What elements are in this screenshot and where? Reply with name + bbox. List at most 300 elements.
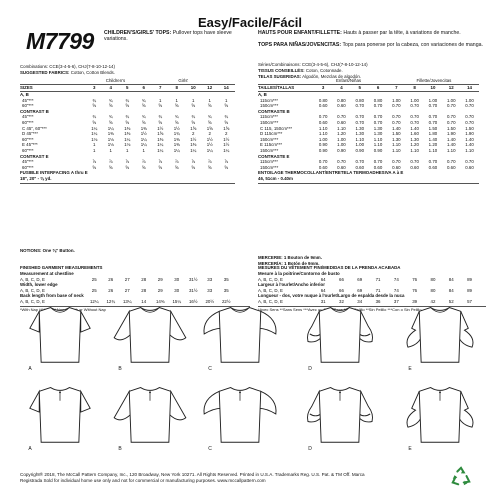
- measurement-label: A, B, C, D, E: [258, 299, 283, 304]
- recycle-icon: [450, 466, 472, 488]
- row-label: 60"***: [22, 120, 34, 125]
- table-cell: 1⅜: [173, 142, 180, 148]
- rule-line: [258, 183, 479, 184]
- garment-front-a: [20, 300, 100, 366]
- size-7: 7: [159, 85, 162, 90]
- size-6: 6: [142, 85, 145, 90]
- table-cell: 1⅜: [173, 136, 180, 142]
- measurement-value: 76: [412, 287, 418, 293]
- table-cell: ⅝: [92, 103, 97, 109]
- size-group-children: Children's: [105, 78, 126, 83]
- measurement-value: 26: [108, 276, 114, 282]
- table-cell: ⅝: [92, 120, 97, 125]
- table-cell: 0.70: [465, 159, 474, 165]
- top-illustration: [300, 380, 380, 446]
- measurement-value: 31½: [188, 276, 198, 282]
- table-cell: 1¼: [206, 148, 213, 153]
- row-label: 115cm***: [260, 159, 278, 165]
- measurement-value: 80: [430, 276, 436, 282]
- pattern-number: M7799: [26, 28, 94, 54]
- measurement-value: 34: [357, 299, 363, 304]
- measurement-value: 14⅜: [155, 299, 165, 304]
- top-illustration: [20, 300, 100, 366]
- table-cell: 1⅛: [107, 142, 114, 148]
- top-illustration: [200, 300, 280, 366]
- table-cell: 0.80: [337, 97, 346, 103]
- table-cell: 0.70: [428, 103, 438, 109]
- row-label: A, B: [258, 92, 267, 97]
- row-label: 60"***: [22, 164, 34, 170]
- table-cell: 1⅜: [107, 131, 114, 137]
- measurement-value: 39: [412, 299, 418, 304]
- table-cell: 1.00: [410, 97, 419, 103]
- table-cell: 0.70: [318, 114, 328, 120]
- table-cell: ¾: [158, 114, 163, 120]
- sizes-label: SIZES: [20, 85, 33, 90]
- table-cell: ⅝: [191, 120, 196, 125]
- row-label: 115cm***: [260, 114, 278, 120]
- garment-back-b: [110, 380, 190, 446]
- size-7: 7: [395, 85, 398, 90]
- view-label: A: [28, 366, 32, 372]
- table-cell: 0.80: [373, 97, 383, 103]
- table-cell: 0.60: [337, 103, 346, 109]
- measurement-value: 16½: [188, 299, 198, 304]
- measurement-value: 74: [393, 287, 399, 293]
- table-cell: 1.00: [446, 97, 456, 103]
- row-label: 150cm***: [260, 103, 279, 109]
- table-cell: 0.70: [446, 103, 456, 109]
- table-cell: 1: [159, 97, 162, 103]
- table-cell: 0.60: [337, 120, 346, 125]
- table-cell: 0.90: [318, 148, 328, 153]
- table-cell: 0.70: [337, 114, 346, 120]
- table-cell: 0.70: [373, 159, 383, 165]
- table-cell: ⅞: [125, 159, 130, 165]
- row-label: E 115cm***: [260, 142, 283, 148]
- table-cell: ⅝: [158, 103, 163, 109]
- measurement-label: A, B, C, D, E: [258, 287, 283, 293]
- table-cell: 1.10: [392, 142, 401, 148]
- table-cell: ⅝: [207, 164, 212, 170]
- table-cell: ¾: [108, 114, 113, 120]
- view-label: B: [118, 366, 122, 372]
- table-cell: 0.70: [465, 103, 474, 109]
- table-cell: 0.70: [337, 159, 346, 165]
- table-cell: 1.10: [318, 131, 328, 137]
- table-cell: ⅝: [191, 103, 196, 109]
- table-cell: 0.70: [355, 120, 365, 125]
- table-cell: ⅞: [191, 159, 196, 165]
- table-cell: ⅝: [125, 164, 130, 170]
- table-cell: ⅝: [141, 120, 146, 125]
- table-cell: 1.30: [355, 125, 365, 131]
- measurement-value: 71: [375, 276, 381, 282]
- table-cell: 0.70: [446, 159, 456, 165]
- table-cell: 1⅝: [206, 125, 213, 131]
- table-cell: 1⅝: [190, 125, 197, 131]
- table-cell: 1.20: [337, 131, 346, 137]
- table-cell: ⅞: [174, 159, 179, 165]
- measurement-value: 84: [448, 287, 454, 293]
- table-cell: 1½: [223, 142, 230, 148]
- size-5: 5: [358, 85, 361, 90]
- table-cell: 1.30: [373, 125, 383, 131]
- table-cell: 1.00: [355, 142, 365, 148]
- table-cell: 0.70: [428, 120, 438, 125]
- measurement-value: 71: [375, 287, 381, 293]
- size-10: 10: [430, 85, 436, 90]
- row-label: 60"***: [22, 136, 34, 142]
- footnote: *Avec Sens **Sans Sens ***Avec ou Sans Sens *Con Pelillo **Sin Pelillo ***Con o Sin Pelillo: [258, 306, 422, 312]
- es-title: TOPS PARA NIÑAS/JOVENCITAS:: [258, 42, 342, 48]
- table-cell: 1.10: [465, 148, 474, 153]
- top-illustration: [110, 300, 190, 366]
- fr-description: [258, 30, 486, 36]
- measurement-value: 26: [108, 287, 114, 293]
- size-group-girls: Girls': [178, 78, 189, 83]
- measurement-value: 25: [91, 287, 97, 293]
- table-cell: 2: [208, 131, 211, 137]
- table-cell: 1.40: [392, 125, 401, 131]
- row-label: D 45"***: [22, 131, 38, 137]
- measurement-value: 42: [430, 299, 436, 304]
- measurement-value: 89: [467, 276, 472, 282]
- measurement-value: 69: [357, 276, 363, 282]
- view-label: C: [208, 366, 212, 372]
- garment-front-c: [200, 300, 280, 366]
- size-5: 5: [126, 85, 129, 90]
- table-cell: 1¼: [91, 131, 98, 137]
- measurement-value: 35: [223, 287, 229, 293]
- table-cell: 1.30: [355, 131, 365, 137]
- table-cell: 1½: [190, 136, 197, 142]
- table-cell: 1: [109, 148, 112, 153]
- view-label: D: [308, 446, 312, 452]
- table-cell: 0.70: [428, 159, 438, 165]
- table-cell: 1.40: [465, 136, 474, 142]
- top-illustration: [20, 380, 100, 446]
- table-cell: ¾: [141, 114, 146, 120]
- top-illustration: [200, 380, 280, 446]
- measurement-value: 30: [174, 287, 180, 293]
- table-cell: 1.80: [428, 131, 438, 137]
- table-cell: ⅝: [191, 164, 196, 170]
- table-cell: ⅝: [141, 164, 146, 170]
- table-cell: 1.10: [392, 148, 401, 153]
- table-cell: 0.70: [410, 103, 419, 109]
- table-cell: 2: [192, 131, 195, 137]
- measurement-value: 15¼: [172, 299, 182, 304]
- table-cell: 1.10: [428, 148, 438, 153]
- table-cell: 1: [93, 148, 96, 153]
- table-cell: ¾: [174, 114, 179, 120]
- garment-front-d: [300, 300, 380, 366]
- table-cell: 1⅛: [124, 142, 131, 148]
- row-label: 45"***: [22, 159, 34, 165]
- table-cell: 1.10: [410, 148, 419, 153]
- table-cell: 1⅜: [124, 131, 131, 137]
- table-cell: 1⅜: [124, 125, 131, 131]
- view-label: A: [28, 446, 32, 452]
- table-cell: 1.10: [373, 142, 383, 148]
- table-cell: ⅞: [158, 159, 163, 165]
- table-cell: 1½: [206, 142, 213, 148]
- table-cell: ¾: [108, 97, 113, 103]
- table-cell: 1: [225, 97, 228, 103]
- table-cell: 1.10: [355, 136, 365, 142]
- measurement-value: 33: [207, 287, 213, 293]
- measurement-value: 35: [223, 276, 229, 282]
- table-cell: 0.60: [428, 164, 438, 170]
- table-cell: 1.60: [410, 131, 419, 137]
- row-label: E 45"***: [22, 142, 38, 148]
- table-cell: ¾: [207, 114, 212, 120]
- table-cell: ⅝: [207, 103, 212, 109]
- table-cell: 0.70: [392, 159, 401, 165]
- table-cell: 0.70: [465, 120, 474, 125]
- table-cell: 1.30: [392, 136, 401, 142]
- table-cell: 0.60: [446, 164, 456, 170]
- table-cell: 1.20: [428, 142, 438, 148]
- measurement-label: Width, lower edge: [20, 282, 58, 288]
- notions-es: MERCERÍA: 1 Botón de 9mm.: [258, 261, 320, 266]
- table-cell: 1.50: [446, 125, 456, 131]
- table-cell: 0.70: [355, 159, 365, 165]
- table-cell: 1: [126, 148, 129, 153]
- es-desc: Tops para ponerse por la cabeza, con variaciones de manga.: [342, 42, 483, 48]
- measurement-value: 36: [375, 299, 381, 304]
- measurement-value: 25: [91, 276, 97, 282]
- row-label: ENTOILAGE THERMOCOLLANT/ENTRETELA TERMOADHESIVA A à E: [258, 170, 404, 176]
- table-cell: ⅞: [92, 159, 97, 165]
- size-8: 8: [413, 85, 416, 90]
- fr-desc: Hauts à passer par la tête, à variations de manche.: [343, 30, 461, 36]
- measurement-value: 12¼: [89, 299, 99, 304]
- size-12: 12: [448, 85, 454, 90]
- table-cell: 0.60: [337, 164, 346, 170]
- size-group-children: Enfant/Niñas: [335, 78, 362, 83]
- table-cell: 1¼: [140, 142, 147, 148]
- view-label: E: [408, 446, 412, 452]
- table-cell: 0.70: [428, 114, 438, 120]
- table-cell: 0.80: [318, 97, 328, 103]
- row-label: FUSIBLE INTERFACING A thru E: [20, 170, 88, 176]
- table-cell: 0.60: [373, 164, 383, 170]
- table-cell: 1½: [206, 136, 213, 142]
- view-label: D: [308, 366, 312, 372]
- measurement-value: 27: [124, 276, 130, 282]
- rule-line: [258, 91, 479, 92]
- measurement-value: 28: [141, 276, 147, 282]
- rule-line: [20, 91, 235, 92]
- table-cell: 1.40: [446, 136, 456, 142]
- table-cell: 0.70: [410, 120, 419, 125]
- table-cell: ⅝: [224, 103, 229, 109]
- table-cell: ⅝: [158, 164, 163, 170]
- row-label: 150cm***: [260, 136, 279, 142]
- table-cell: 1.50: [428, 125, 438, 131]
- table-cell: ⅝: [174, 120, 179, 125]
- view-label: E: [408, 366, 412, 372]
- table-cell: 0.90: [318, 142, 328, 148]
- table-cell: 1: [93, 142, 96, 148]
- table-cell: 1¼: [157, 148, 164, 153]
- table-cell: 0.90: [373, 148, 383, 153]
- row-label: 46, 51cm - 0.40m: [258, 176, 293, 181]
- table-cell: 0.60: [465, 164, 474, 170]
- row-label: 115cm***: [260, 97, 278, 103]
- table-cell: 0.70: [373, 114, 383, 120]
- table-cell: 0.70: [392, 114, 401, 120]
- table-cell: 1: [192, 97, 195, 103]
- table-cell: 1.00: [318, 136, 328, 142]
- en-title: CHILDREN'S/GIRLS' TOPS:: [104, 30, 172, 36]
- table-cell: 1.50: [465, 125, 474, 131]
- row-label: 45"***: [22, 114, 34, 120]
- table-cell: 0.70: [410, 159, 419, 165]
- measurement-label: Largeur à l'ourlet/Ancho inferior: [258, 282, 325, 288]
- table-cell: ⅝: [174, 164, 179, 170]
- table-cell: ⅝: [108, 120, 113, 125]
- size-3: 3: [321, 85, 325, 90]
- table-cell: ⅝: [207, 120, 212, 125]
- table-cell: 0.90: [337, 148, 346, 153]
- table-cell: 1.30: [373, 131, 383, 137]
- measurement-value: 52: [448, 299, 454, 304]
- table-cell: 1⅛: [91, 136, 98, 142]
- table-cell: 0.90: [355, 148, 365, 153]
- measurement-label: A, B, C, D, E: [20, 276, 45, 282]
- table-cell: 1.40: [465, 142, 474, 148]
- size-14: 14: [223, 85, 229, 90]
- garment-back-d: [300, 380, 380, 446]
- row-label: 60"***: [22, 148, 34, 153]
- table-cell: ⅝: [141, 103, 146, 109]
- measurement-value: 89: [467, 287, 472, 293]
- garment-back-c: [200, 380, 280, 446]
- table-cell: ⅝: [174, 103, 179, 109]
- es-fabrics: TELAS SUGERIDAS: Algodón, Mezclas de algodón.: [258, 74, 361, 79]
- top-illustration: [400, 300, 480, 366]
- table-cell: ⅞: [108, 159, 113, 165]
- garment-front-e: [400, 300, 480, 366]
- measurement-value: 74: [393, 276, 399, 282]
- row-label: 18", 20" - ⅜ yd.: [20, 176, 52, 181]
- table-cell: ¾: [125, 114, 130, 120]
- fr-fabrics: TISSUS CONSEILLÉS: Coton, Cotonnade.: [258, 68, 343, 73]
- table-cell: 0.70: [446, 120, 456, 125]
- measurements-title: MESURES DU VÊTEMENT FINI/MEDIDAS DE LA PRENDA ACABADA: [258, 265, 401, 270]
- en-combinations: Combinations: CCE(3-4-5-6), CHJ(7-8-10-12-14): [20, 64, 115, 69]
- table-cell: 2: [225, 131, 228, 137]
- row-label: D 115cm***: [260, 131, 283, 137]
- table-cell: 0.60: [318, 164, 328, 170]
- table-cell: 1⅜: [140, 125, 147, 131]
- table-cell: 0.80: [355, 97, 365, 103]
- table-cell: 1¼: [190, 148, 197, 153]
- garment-back-e: [400, 380, 480, 446]
- table-cell: ¾: [224, 114, 229, 120]
- table-cell: ¾: [191, 114, 196, 120]
- view-label: B: [118, 446, 122, 452]
- sizes-label: TAILLES/TALLAS: [258, 85, 295, 90]
- measurement-value: 13¼: [122, 299, 132, 304]
- table-cell: 1.10: [446, 148, 456, 153]
- size-12: 12: [207, 85, 213, 90]
- measurement-label: Mesure à la poitrine/Contorno de busto: [258, 271, 340, 276]
- table-cell: 1: [142, 148, 145, 153]
- measurement-value: 29: [157, 287, 163, 293]
- table-cell: 0.60: [392, 164, 401, 170]
- measurement-value: 66: [339, 276, 344, 282]
- row-label: CONTRASTE E: [258, 153, 290, 159]
- table-cell: ⅝: [224, 164, 229, 170]
- es-description: [258, 42, 486, 48]
- table-cell: 1¼: [124, 136, 131, 142]
- table-cell: ⅝: [108, 103, 113, 109]
- usage-line: Registrada Sold for individual home use only and not for commercial or manufacturing purposes. www.mccallpattern.com: [20, 478, 266, 483]
- table-cell: 1½: [140, 131, 147, 137]
- table-cell: 1¼: [107, 125, 114, 131]
- size-group-girls: Fillette/Jovencitas: [416, 78, 452, 83]
- size-6: 6: [376, 85, 380, 90]
- table-cell: 0.60: [355, 164, 365, 170]
- measurements-title: FINISHED GARMENT MEASUREMENTS: [20, 265, 103, 270]
- garment-back-a: [20, 380, 100, 446]
- row-label: 150cm***: [260, 164, 279, 170]
- table-cell: 1.40: [410, 125, 419, 131]
- table-cell: 0.60: [318, 120, 328, 125]
- en-fabrics: SUGGESTED FABRICS: Cotton, Cotton Blends.: [20, 70, 115, 75]
- table-cell: 1.30: [410, 136, 419, 142]
- table-cell: 1.10: [373, 136, 383, 142]
- measurement-label: A, B, C, D, E: [20, 287, 45, 293]
- table-cell: 1½: [223, 136, 230, 142]
- size-4: 4: [109, 85, 112, 90]
- notions-en: NOTIONS: One ⅜" Button.: [20, 248, 75, 253]
- copyright-line: Copyright® 2018, The McCall Pattern Company, Inc., 120 Broadway, New York 10271. All Rights Reserved. Printed in U.S.A. Trademarks Reg. U.S. Pat. & TM Off. Marca: [20, 472, 365, 477]
- measurement-value: 31: [320, 299, 326, 304]
- measurement-value: 69: [357, 287, 363, 293]
- table-cell: 0.70: [355, 114, 365, 120]
- table-cell: 1¼: [223, 148, 230, 153]
- table-cell: 1¼: [173, 148, 180, 153]
- table-cell: 1⅜: [157, 136, 164, 142]
- table-cell: ⅝: [158, 120, 163, 125]
- table-cell: 0.70: [392, 120, 401, 125]
- size-8: 8: [175, 85, 178, 90]
- measurement-value: 66: [339, 287, 344, 293]
- table-cell: 1: [208, 97, 211, 103]
- row-label: A, B: [20, 92, 29, 97]
- table-cell: 1.90: [446, 131, 456, 137]
- measurement-value: 30: [174, 276, 180, 282]
- table-cell: 1⅝: [157, 131, 164, 137]
- measurement-value: 64: [320, 287, 326, 293]
- measurement-value: 20½: [205, 299, 215, 304]
- table-cell: 1¼: [140, 136, 147, 142]
- fr-title: HAUTS POUR ENFANT/FILLETTE:: [258, 30, 342, 36]
- row-label: 45"***: [22, 97, 34, 103]
- measurement-label: A, B, C, D, E: [258, 276, 283, 282]
- table-cell: ⅞: [207, 159, 212, 165]
- table-cell: 1½: [157, 125, 164, 131]
- table-cell: ⅞: [141, 159, 146, 165]
- measurement-value: 80: [430, 287, 436, 293]
- table-cell: 1⅝: [223, 125, 230, 131]
- measurement-value: 64: [320, 276, 326, 282]
